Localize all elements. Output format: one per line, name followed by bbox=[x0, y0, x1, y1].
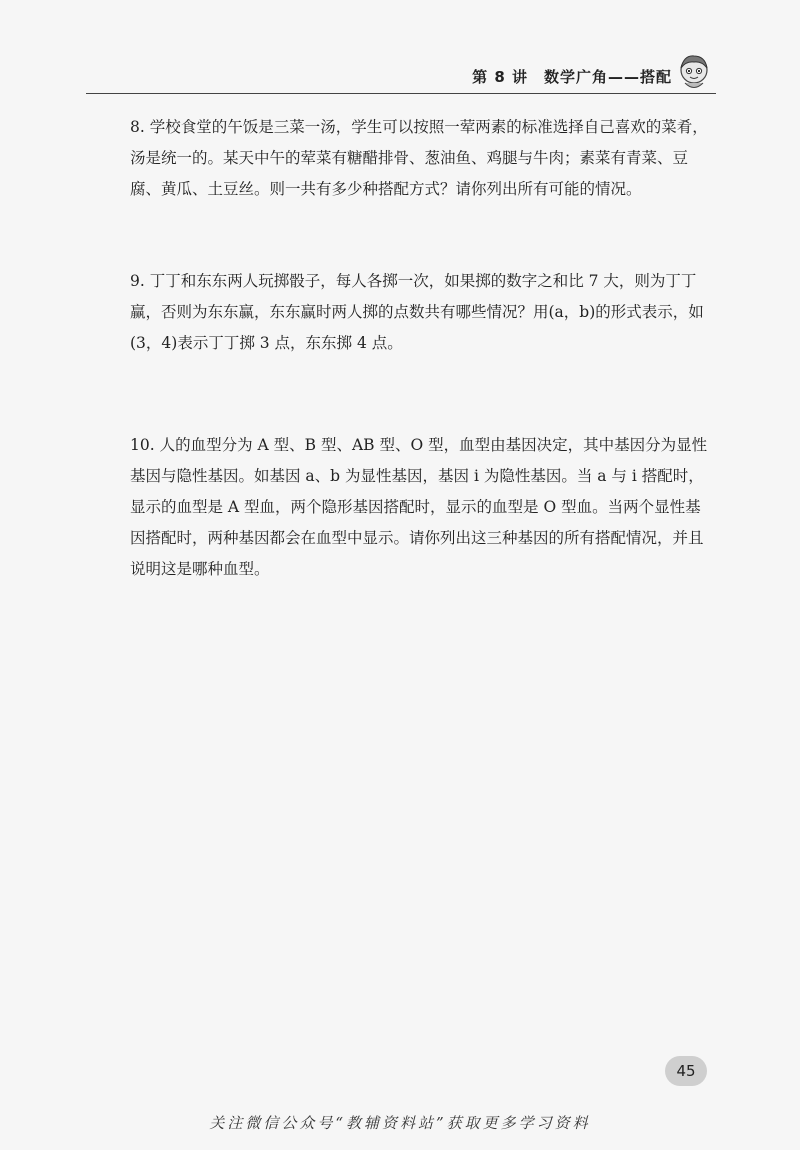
footer-watermark: 关注微信公众号“教辅资料站”获取更多学习资料 bbox=[209, 1114, 591, 1132]
chapter-title: 第 8 讲 数学广角——搭配 bbox=[472, 68, 672, 86]
question-9: 9. 丁丁和东东两人玩掷骰子，每人各掷一次，如果掷的数字之和比 7 大，则为丁丁赢，否则为东东赢，东东赢时两人掷的点数共有哪些情况？用(a，b)的形式表示，如(3，4)表示丁丁掷 3 点，东东掷 4 点。 bbox=[130, 272, 704, 352]
question-8: 8. 学校食堂的午饭是三菜一汤，学生可以按照一荤两素的标准选择自己喜欢的菜肴，汤是统一的。某天中午的荤菜有糖醋排骨、葱油鱼、鸡腿与牛肉；素菜有青菜、豆腐、黄瓜、土豆丝。则一共有多少种搭配方式？请你列出所有可能的情况。 bbox=[130, 118, 708, 198]
page-number: 45 bbox=[665, 1056, 707, 1086]
cartoon-child-icon bbox=[676, 52, 712, 92]
question-10: 10. 人的血型分为 A 型、B 型、AB 型、O 型，血型由基因决定，其中基因分为显性基因与隐性基因。如基因 a、b 为显性基因，基因 i 为隐性基因。当 a 与 i 搭配时，显示的血型是 A 型血，两个隐形基因搭配时，显示的血型是 O 型血。当两个显性基因搭配时，两种基因都会在血型中显示。请你列出这三种基因的所有搭配情况，并且说明这是哪种血型。 bbox=[130, 436, 708, 578]
header-divider bbox=[86, 93, 716, 94]
